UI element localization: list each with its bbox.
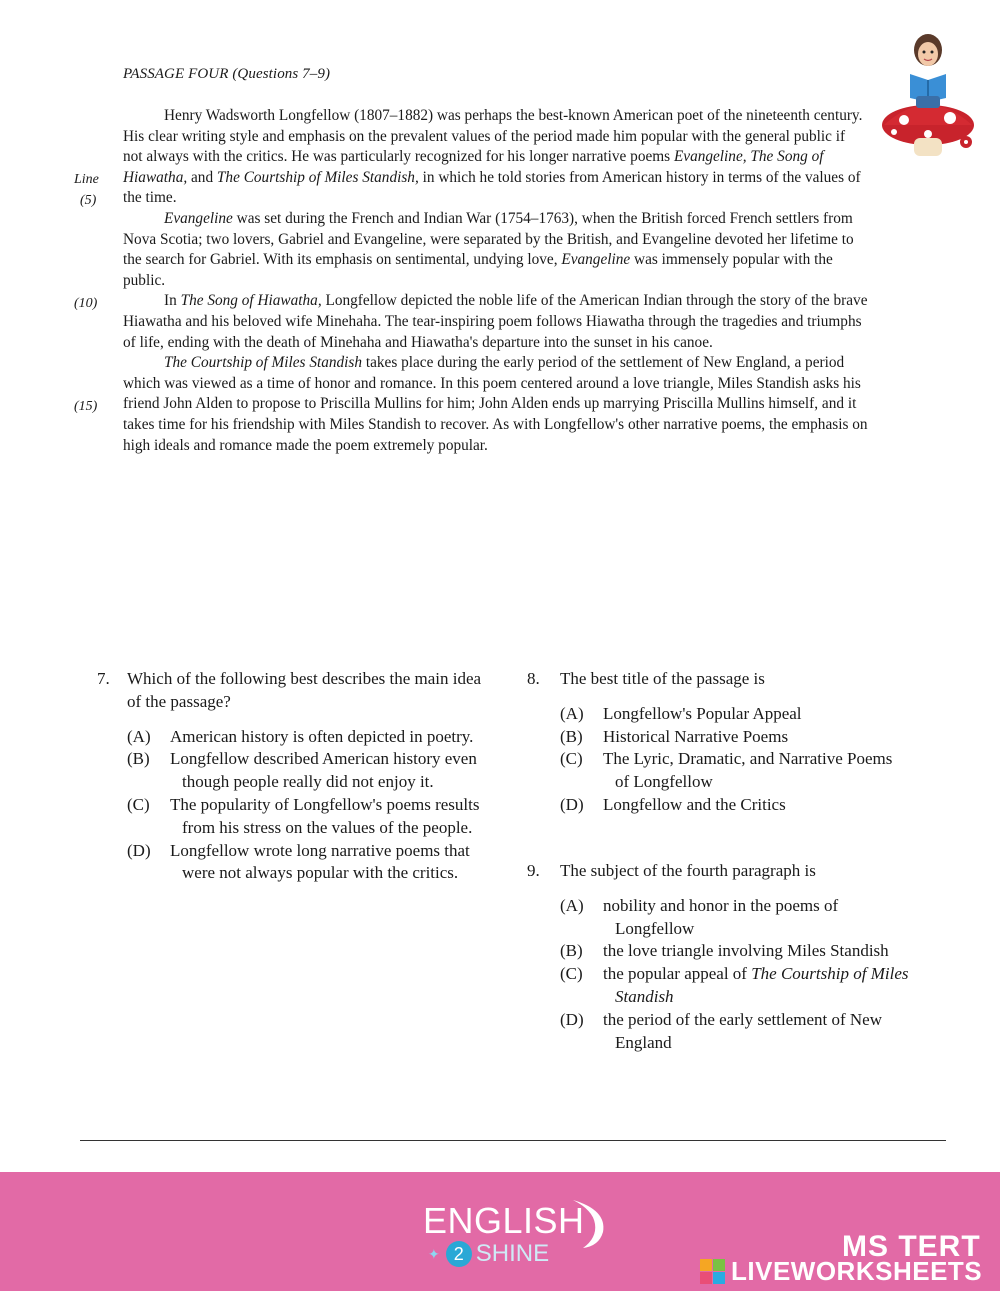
question-number: 9. [527, 861, 540, 880]
question-stem: The best title of the passage is [560, 669, 765, 688]
choice-d[interactable]: (D) the period of the early settlement of New England [560, 1009, 882, 1052]
liveworksheets-logo [700, 1256, 982, 1287]
question-stem: The subject of the fourth paragraph is [560, 861, 816, 880]
choice-a[interactable]: (A) American history is often depicted in poetry. [127, 726, 474, 746]
choice-b[interactable]: (B) Longfellow described American history even though people really did not enjoy it. [127, 749, 477, 792]
reading-mushroom-illustration [878, 30, 978, 160]
question-8 [527, 668, 907, 817]
choice-d[interactable]: (D) Longfellow wrote long narrative poems that were not always popular with the critics. [127, 840, 470, 883]
paragraph-3: In The Song of Hiawatha, Longfellow depicted the noble life of the American Indian through the story of the brave Hiawatha and his beloved wife Minehaha. The tear-inspiring poem follows Hiawatha through the tragedies and triumphs of life, ending with the death of Minehaha and Hiawatha's departure into the sunset in his canoe. [123, 292, 868, 351]
sparkle-icon: ✦ [428, 1245, 440, 1262]
author-name: MS TERT [842, 1230, 981, 1263]
passage-body [123, 106, 868, 456]
choice-a[interactable]: (A) nobility and honor in the poems of Longfellow [560, 895, 839, 938]
choice-c[interactable]: (C) the popular appeal of The Courtship of Miles Standish [560, 964, 909, 1006]
footer-divider [80, 1140, 946, 1141]
line-number-5: (5) [80, 193, 97, 208]
question-9 [527, 860, 912, 1054]
line-number-10: (10) [74, 296, 98, 311]
choice-b[interactable]: (B) Historical Narrative Poems [560, 726, 789, 746]
question-number: 7. [97, 669, 110, 688]
choice-c[interactable]: (C) The Lyric, Dramatic, and Narrative Poems of Longfellow [560, 749, 893, 792]
line-label: Line [74, 172, 99, 187]
question-7 [97, 668, 482, 885]
liveworksheets-badge-icon [700, 1259, 725, 1284]
choice-a[interactable]: (A) Longfellow's Popular Appeal [560, 703, 802, 723]
choice-c[interactable]: (C) The popularity of Longfellow's poems results from his stress on the values of the people. [127, 794, 480, 837]
question-number: 8. [527, 669, 540, 688]
passage-heading: PASSAGE FOUR (Questions 7–9) [123, 66, 331, 82]
paragraph-2: Evangeline was set during the French and Indian War (1754–1763), when the British forced French settlers from Nova Scotia; two lovers, Gabriel and Evangeline, were separated by the British, and Evangeline devoted her lifetime to the search for Gabriel. With its emphasis on sentimental, undying love, Evangeline was immensely popular with the public. [123, 209, 854, 289]
brand-two: 2 [446, 1241, 472, 1267]
line-number-15: (15) [74, 399, 98, 414]
question-stem: Which of the following best describes the main idea of the passage? [127, 669, 482, 711]
brand-2shine [428, 1240, 549, 1268]
crescent-moon-icon [563, 1198, 611, 1250]
choice-b[interactable]: (B) the love triangle involving Miles Standish [560, 941, 889, 961]
brand-english: ENGLISH [423, 1200, 585, 1241]
paragraph-1: Henry Wadsworth Longfellow (1807–1882) was perhaps the best-known American poet of the nineteenth century. His clear writing style and emphasis on the prevalent values of the period made him popular with the general public if not always with the critics. He was particularly recognized for his longer narrative poems Evangeline, The Song of Hiawatha, and The Courtship of Miles Standish, in which he told stories from American history in terms of the values of the time. [123, 107, 863, 207]
paragraph-4: The Courtship of Miles Standish takes place during the early period of the settlement of New England, a period which was viewed as a time of honor and romance. In this poem centered around a love triangle, Miles Standish asks his friend John Alden to propose to Priscilla Mullins for him; John Alden ends up marrying Priscilla Mullins himself, and it takes time for his friendship with Miles Standish to recover. As with Longfellow's other narrative poems, the emphasis on high ideals and romance made the poem extremely popular. [123, 354, 868, 454]
brand-shine: SHINE [475, 1240, 550, 1267]
liveworksheets-text: LIVEWORKSHEETS [731, 1256, 983, 1286]
choice-d[interactable]: (D) Longfellow and the Critics [560, 794, 786, 814]
